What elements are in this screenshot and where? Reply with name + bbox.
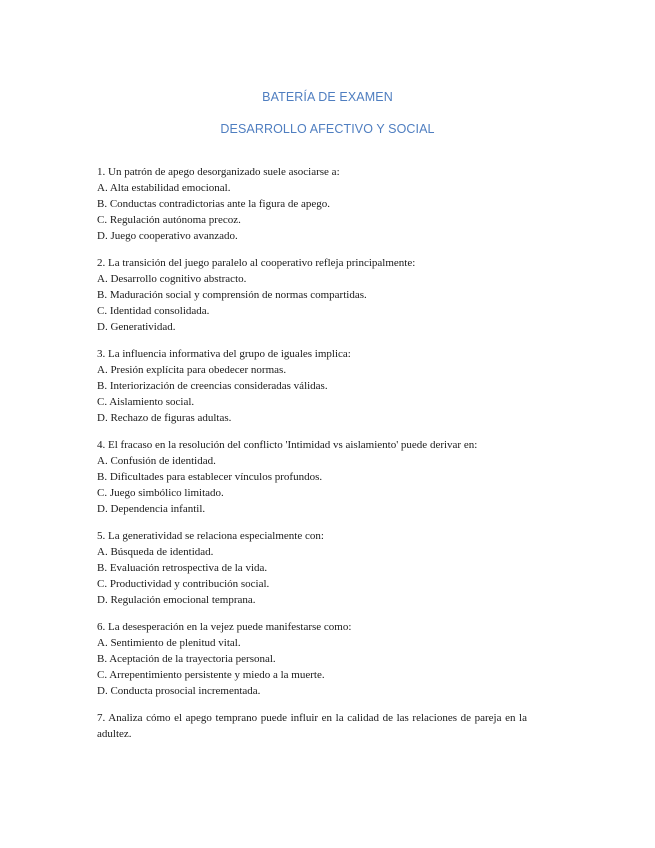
answer-option-a: A. Búsqueda de identidad. [97,545,214,558]
question-stem: 7. Analiza cómo el apego temprano puede influir en la calidad de las relaciones de pareja en la adultez. [97,711,527,740]
question-6 [97,619,567,699]
answer-option-d: D. Conducta prosocial incrementada. [97,685,261,698]
question-stem: 5. La generatividad se relaciona especialmente con: [97,529,324,542]
answer-option-d: D. Dependencia infantil. [97,503,206,516]
answer-option-b: B. Dificultades para establecer vínculos profundos. [97,471,323,484]
answer-option-a: A. Presión explícita para obedecer normas. [97,364,287,377]
question-stem: 4. El fracaso en la resolución del conflicto 'Intimidad vs aislamiento' puede derivar en: [97,438,478,451]
question-3 [97,346,567,426]
answer-option-a: A. Confusión de identidad. [97,455,216,467]
answer-option-d: D. Juego cooperativo avanzado. [97,230,238,243]
document-subtitle: DESARROLLO AFECTIVO Y SOCIAL [220,122,435,136]
answer-option-d: D. Generatividad. [97,321,176,334]
answer-option-a: A. Desarrollo cognitivo abstracto. [97,273,247,286]
answer-option-b: B. Interiorización de creencias consideradas válidas. [97,380,328,393]
question-1 [97,164,567,244]
question-stem: 3. La influencia informativa del grupo de iguales implica: [97,347,351,360]
answer-option-b: B. Evaluación retrospectiva de la vida. [97,562,268,575]
question-4 [97,437,567,517]
question-2 [97,255,567,335]
answer-option-a: A. Sentimiento de plenitud vital. [97,636,241,649]
answer-option-b: B. Maduración social y comprensión de normas compartidas. [97,289,367,302]
answer-option-c: C. Arrepentimiento persistente y miedo a la muerte. [97,669,325,682]
answer-option-c: C. Productividad y contribución social. [97,578,270,591]
question-stem: 2. La transición del juego paralelo al cooperativo refleja principalmente: [97,256,416,269]
answer-option-a: A. Alta estabilidad emocional. [97,182,231,195]
question-7 [97,710,567,742]
answer-option-d: D. Regulación emocional temprana. [97,594,256,607]
answer-option-d: D. Rechazo de figuras adultas. [97,412,232,425]
answer-option-b: B. Aceptación de la trayectoria personal. [97,653,276,666]
question-stem: 1. Un patrón de apego desorganizado suele asociarse a: [97,166,340,178]
question-list [97,164,567,753]
answer-option-c: C. Aislamiento social. [97,396,195,409]
answer-option-c: C. Regulación autónoma precoz. [97,214,241,227]
question-stem: 6. La desesperación en la vejez puede manifestarse como: [97,620,352,633]
document-title: BATERÍA DE EXAMEN [262,90,393,104]
answer-option-c: C. Identidad consolidada. [97,305,210,318]
answer-option-b: B. Conductas contradictorias ante la figura de apego. [97,198,331,211]
answer-option-c: C. Juego simbólico limitado. [97,487,224,500]
question-5 [97,528,567,608]
